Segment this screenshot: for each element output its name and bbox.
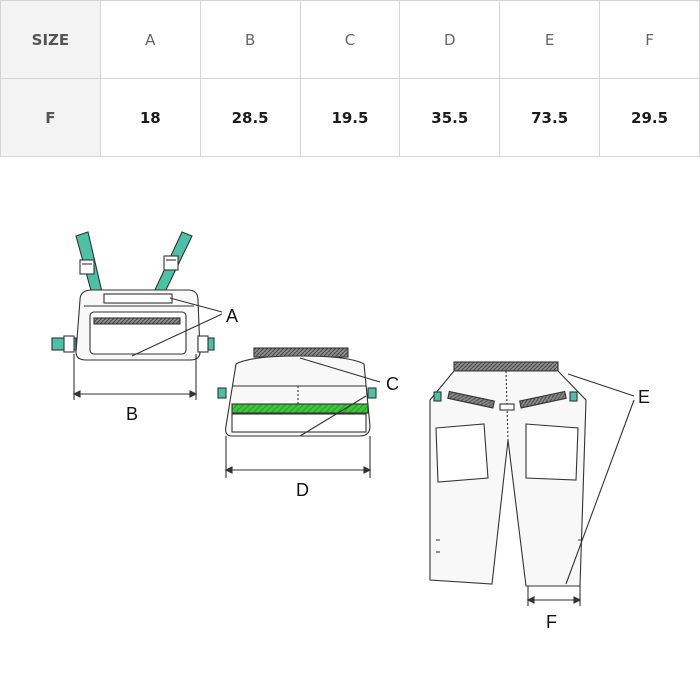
garment-measurement-diagram: [0, 160, 700, 700]
label-b: B: [126, 404, 139, 424]
size-chart-row: [1, 79, 700, 157]
value-e: 73.5: [500, 79, 600, 157]
value-c: 19.5: [300, 79, 400, 157]
column-header-d: D: [400, 1, 500, 79]
waist-bag-right-clip: [368, 388, 376, 398]
column-header-c: C: [300, 1, 400, 79]
shorts-left-side-tab: [434, 392, 441, 401]
label-c: C: [386, 374, 399, 394]
column-header-b: B: [200, 1, 300, 79]
label-d: D: [296, 480, 309, 500]
size-chart-header-row: [1, 1, 700, 79]
value-a: 18: [100, 79, 200, 157]
waist-bag-stripe: [232, 404, 368, 413]
label-a: A: [226, 306, 239, 326]
chest-rig-zipper: [94, 318, 180, 324]
left-strap-buckle: [80, 260, 94, 274]
value-f: 29.5: [600, 79, 700, 157]
column-header-f: F: [600, 1, 700, 79]
column-header-e: E: [500, 1, 600, 79]
chest-rig-drawing: [52, 232, 222, 400]
shorts-right-side-tab: [570, 392, 577, 401]
label-f: F: [546, 612, 557, 632]
size-chart-table: [0, 0, 700, 157]
size-header-label: SIZE: [1, 1, 101, 79]
shorts-right-cargo-pocket: [526, 424, 578, 480]
chest-rig-top-flap: [104, 294, 172, 303]
shorts-waistband: [454, 362, 558, 371]
right-strap-buckle: [164, 256, 178, 270]
shorts-drawing: [430, 362, 634, 606]
shorts-left-cargo-pocket: [436, 424, 488, 482]
value-b: 28.5: [200, 79, 300, 157]
label-e: E: [638, 387, 651, 407]
waist-bag-drawing: [218, 348, 380, 478]
waist-bag-left-clip: [218, 388, 226, 398]
value-d: 35.5: [400, 79, 500, 157]
column-header-a: A: [100, 1, 200, 79]
row-size-label: F: [1, 79, 101, 157]
